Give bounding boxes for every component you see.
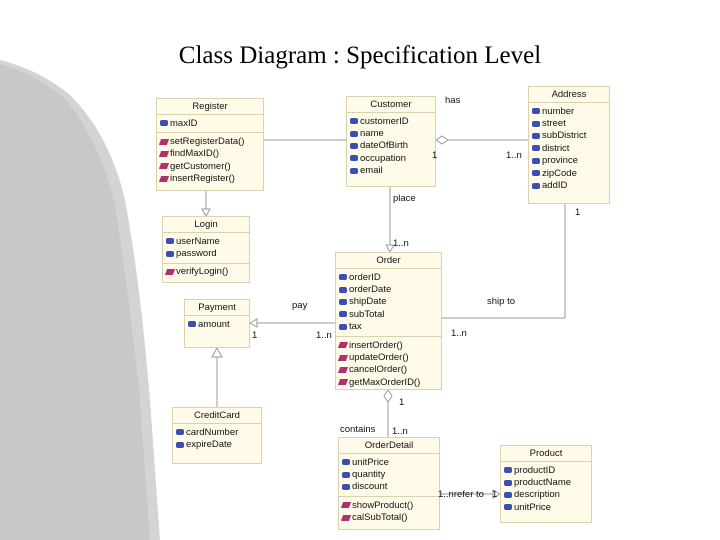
multiplicity-order-pay-n: 1..n bbox=[316, 330, 332, 341]
class-name: Address bbox=[529, 87, 609, 103]
attribute-icon bbox=[166, 251, 174, 257]
attribute-row: customerID bbox=[347, 115, 435, 127]
operation-icon bbox=[159, 139, 169, 145]
attribute-row: quantity bbox=[339, 468, 439, 480]
attribute-row: discount bbox=[339, 481, 439, 493]
class-order[interactable] bbox=[335, 252, 442, 390]
attribute-icon bbox=[532, 183, 540, 189]
operations-section bbox=[336, 337, 441, 392]
attribute-row: maxID bbox=[157, 117, 263, 129]
operations-section bbox=[157, 133, 263, 188]
operation-icon bbox=[159, 163, 169, 169]
multiplicity-orderdetail-n: 1..n bbox=[392, 426, 408, 437]
attribute-icon bbox=[176, 429, 184, 435]
attribute-icon bbox=[504, 480, 512, 486]
attribute-icon bbox=[342, 484, 350, 490]
label-place: place bbox=[393, 193, 416, 204]
attribute-icon bbox=[339, 299, 347, 305]
attributes-section bbox=[529, 103, 609, 195]
attribute-icon bbox=[342, 459, 350, 465]
attribute-row: unitPrice bbox=[501, 501, 591, 513]
attribute-icon bbox=[532, 158, 540, 164]
attributes-section bbox=[163, 233, 249, 264]
attributes-section bbox=[185, 316, 249, 333]
attribute-icon bbox=[339, 311, 347, 317]
operations-section bbox=[339, 497, 439, 527]
operation-icon bbox=[341, 502, 351, 508]
multiplicity-order-1: 1 bbox=[399, 397, 405, 408]
attribute-row: orderID bbox=[336, 271, 441, 283]
attribute-icon bbox=[532, 170, 540, 176]
attribute-row: expireDate bbox=[173, 438, 261, 450]
multiplicity-address-1: 1 bbox=[575, 207, 581, 218]
attributes-section bbox=[173, 424, 261, 454]
label-refer-to: 1..nrefer to bbox=[438, 489, 484, 500]
operation-icon bbox=[338, 379, 348, 385]
operation-row: updateOrder() bbox=[336, 351, 441, 363]
attribute-icon bbox=[532, 108, 540, 114]
class-name: Customer bbox=[347, 97, 435, 113]
operation-icon bbox=[165, 269, 175, 275]
attribute-row: cardNumber bbox=[173, 426, 261, 438]
attribute-icon bbox=[504, 492, 512, 498]
class-login[interactable] bbox=[162, 216, 250, 283]
attributes-section bbox=[339, 454, 439, 497]
attribute-icon bbox=[350, 131, 358, 137]
label-ship-to: ship to bbox=[487, 296, 515, 307]
attribute-row: amount bbox=[185, 318, 249, 330]
attribute-icon bbox=[350, 155, 358, 161]
attribute-icon bbox=[188, 321, 196, 327]
class-payment[interactable] bbox=[184, 299, 250, 348]
operation-row: getMaxOrderID() bbox=[336, 376, 441, 388]
attribute-row: email bbox=[347, 165, 435, 177]
attribute-row: district bbox=[529, 142, 609, 154]
attribute-icon bbox=[176, 442, 184, 448]
operation-row: setRegisterData() bbox=[157, 135, 263, 147]
attribute-row: street bbox=[529, 117, 609, 129]
attribute-icon bbox=[532, 133, 540, 139]
attribute-icon bbox=[166, 238, 174, 244]
multiplicity-payment-1: 1 bbox=[252, 330, 258, 341]
attribute-row: province bbox=[529, 155, 609, 167]
class-name: Register bbox=[157, 99, 263, 115]
class-orderdetail[interactable] bbox=[338, 437, 440, 530]
class-name: Payment bbox=[185, 300, 249, 316]
operation-icon bbox=[341, 515, 351, 521]
attribute-row: addID bbox=[529, 179, 609, 191]
multiplicity-order-ship-n: 1..n bbox=[451, 328, 467, 339]
attribute-row: userName bbox=[163, 235, 249, 247]
attributes-section bbox=[347, 113, 438, 180]
operation-row: showProduct() bbox=[339, 499, 439, 511]
attribute-row: unitPrice bbox=[339, 456, 439, 468]
class-creditcard[interactable] bbox=[172, 407, 262, 464]
attribute-row: subTotal bbox=[336, 308, 441, 320]
attribute-icon bbox=[339, 274, 347, 280]
class-address[interactable] bbox=[528, 86, 610, 204]
attribute-row: orderDate bbox=[336, 283, 441, 295]
class-name: Login bbox=[163, 217, 249, 233]
multiplicity-product-1: 1 bbox=[492, 489, 498, 500]
label-pay: pay bbox=[292, 300, 308, 311]
operation-icon bbox=[159, 176, 169, 182]
attribute-icon bbox=[339, 324, 347, 330]
page-title: Class Diagram : Specification Level bbox=[178, 42, 542, 69]
attribute-row: subDistrict bbox=[529, 130, 609, 142]
attribute-icon bbox=[350, 143, 358, 149]
attribute-icon bbox=[532, 121, 540, 127]
operation-row: verifyLogin() bbox=[163, 266, 249, 278]
multiplicity-customer-1: 1 bbox=[432, 150, 438, 161]
attribute-row: zipCode bbox=[529, 167, 609, 179]
class-name: CreditCard bbox=[173, 408, 261, 424]
attribute-row: dateOfBirth bbox=[347, 140, 435, 152]
class-customer[interactable] bbox=[346, 96, 436, 187]
class-name: Product bbox=[501, 446, 591, 462]
attributes-section bbox=[501, 462, 591, 517]
multiplicity-order-n: 1..n bbox=[393, 238, 409, 249]
attribute-row: productName bbox=[501, 476, 591, 488]
attributes-section bbox=[336, 269, 441, 337]
attribute-row: occupation bbox=[347, 152, 435, 164]
label-has: has bbox=[445, 95, 461, 106]
operation-row: calSubTotal() bbox=[339, 512, 439, 524]
class-name: Order bbox=[336, 253, 441, 269]
attribute-icon bbox=[160, 120, 168, 126]
operation-icon bbox=[338, 355, 348, 361]
class-register[interactable] bbox=[156, 98, 264, 191]
operation-row: insertRegister() bbox=[157, 173, 263, 185]
operation-icon bbox=[338, 367, 348, 373]
multiplicity-address-n: 1..n bbox=[506, 150, 522, 161]
attribute-row: password bbox=[163, 247, 249, 259]
class-name: OrderDetail bbox=[339, 438, 439, 454]
operation-row: getCustomer() bbox=[157, 160, 263, 172]
label-contains: contains bbox=[340, 424, 376, 435]
attribute-row: tax bbox=[336, 321, 441, 333]
class-product[interactable] bbox=[500, 445, 592, 523]
attribute-icon bbox=[339, 287, 347, 293]
attribute-row: name bbox=[347, 127, 435, 139]
operation-row: findMaxID() bbox=[157, 148, 263, 160]
attributes-section bbox=[157, 115, 263, 133]
attribute-row: number bbox=[529, 105, 609, 117]
attribute-icon bbox=[350, 118, 358, 124]
operation-row: cancelOrder() bbox=[336, 364, 441, 376]
attribute-row: description bbox=[501, 489, 591, 501]
attribute-row: productID bbox=[501, 464, 591, 476]
attribute-icon bbox=[350, 168, 358, 174]
attribute-icon bbox=[504, 467, 512, 473]
operation-icon bbox=[338, 342, 348, 348]
operations-section bbox=[163, 264, 249, 281]
operation-icon bbox=[159, 151, 169, 157]
attribute-row: shipDate bbox=[336, 296, 441, 308]
attribute-icon bbox=[532, 145, 540, 151]
attribute-icon bbox=[342, 472, 350, 478]
attribute-icon bbox=[504, 504, 512, 510]
operation-row: insertOrder() bbox=[336, 339, 441, 351]
